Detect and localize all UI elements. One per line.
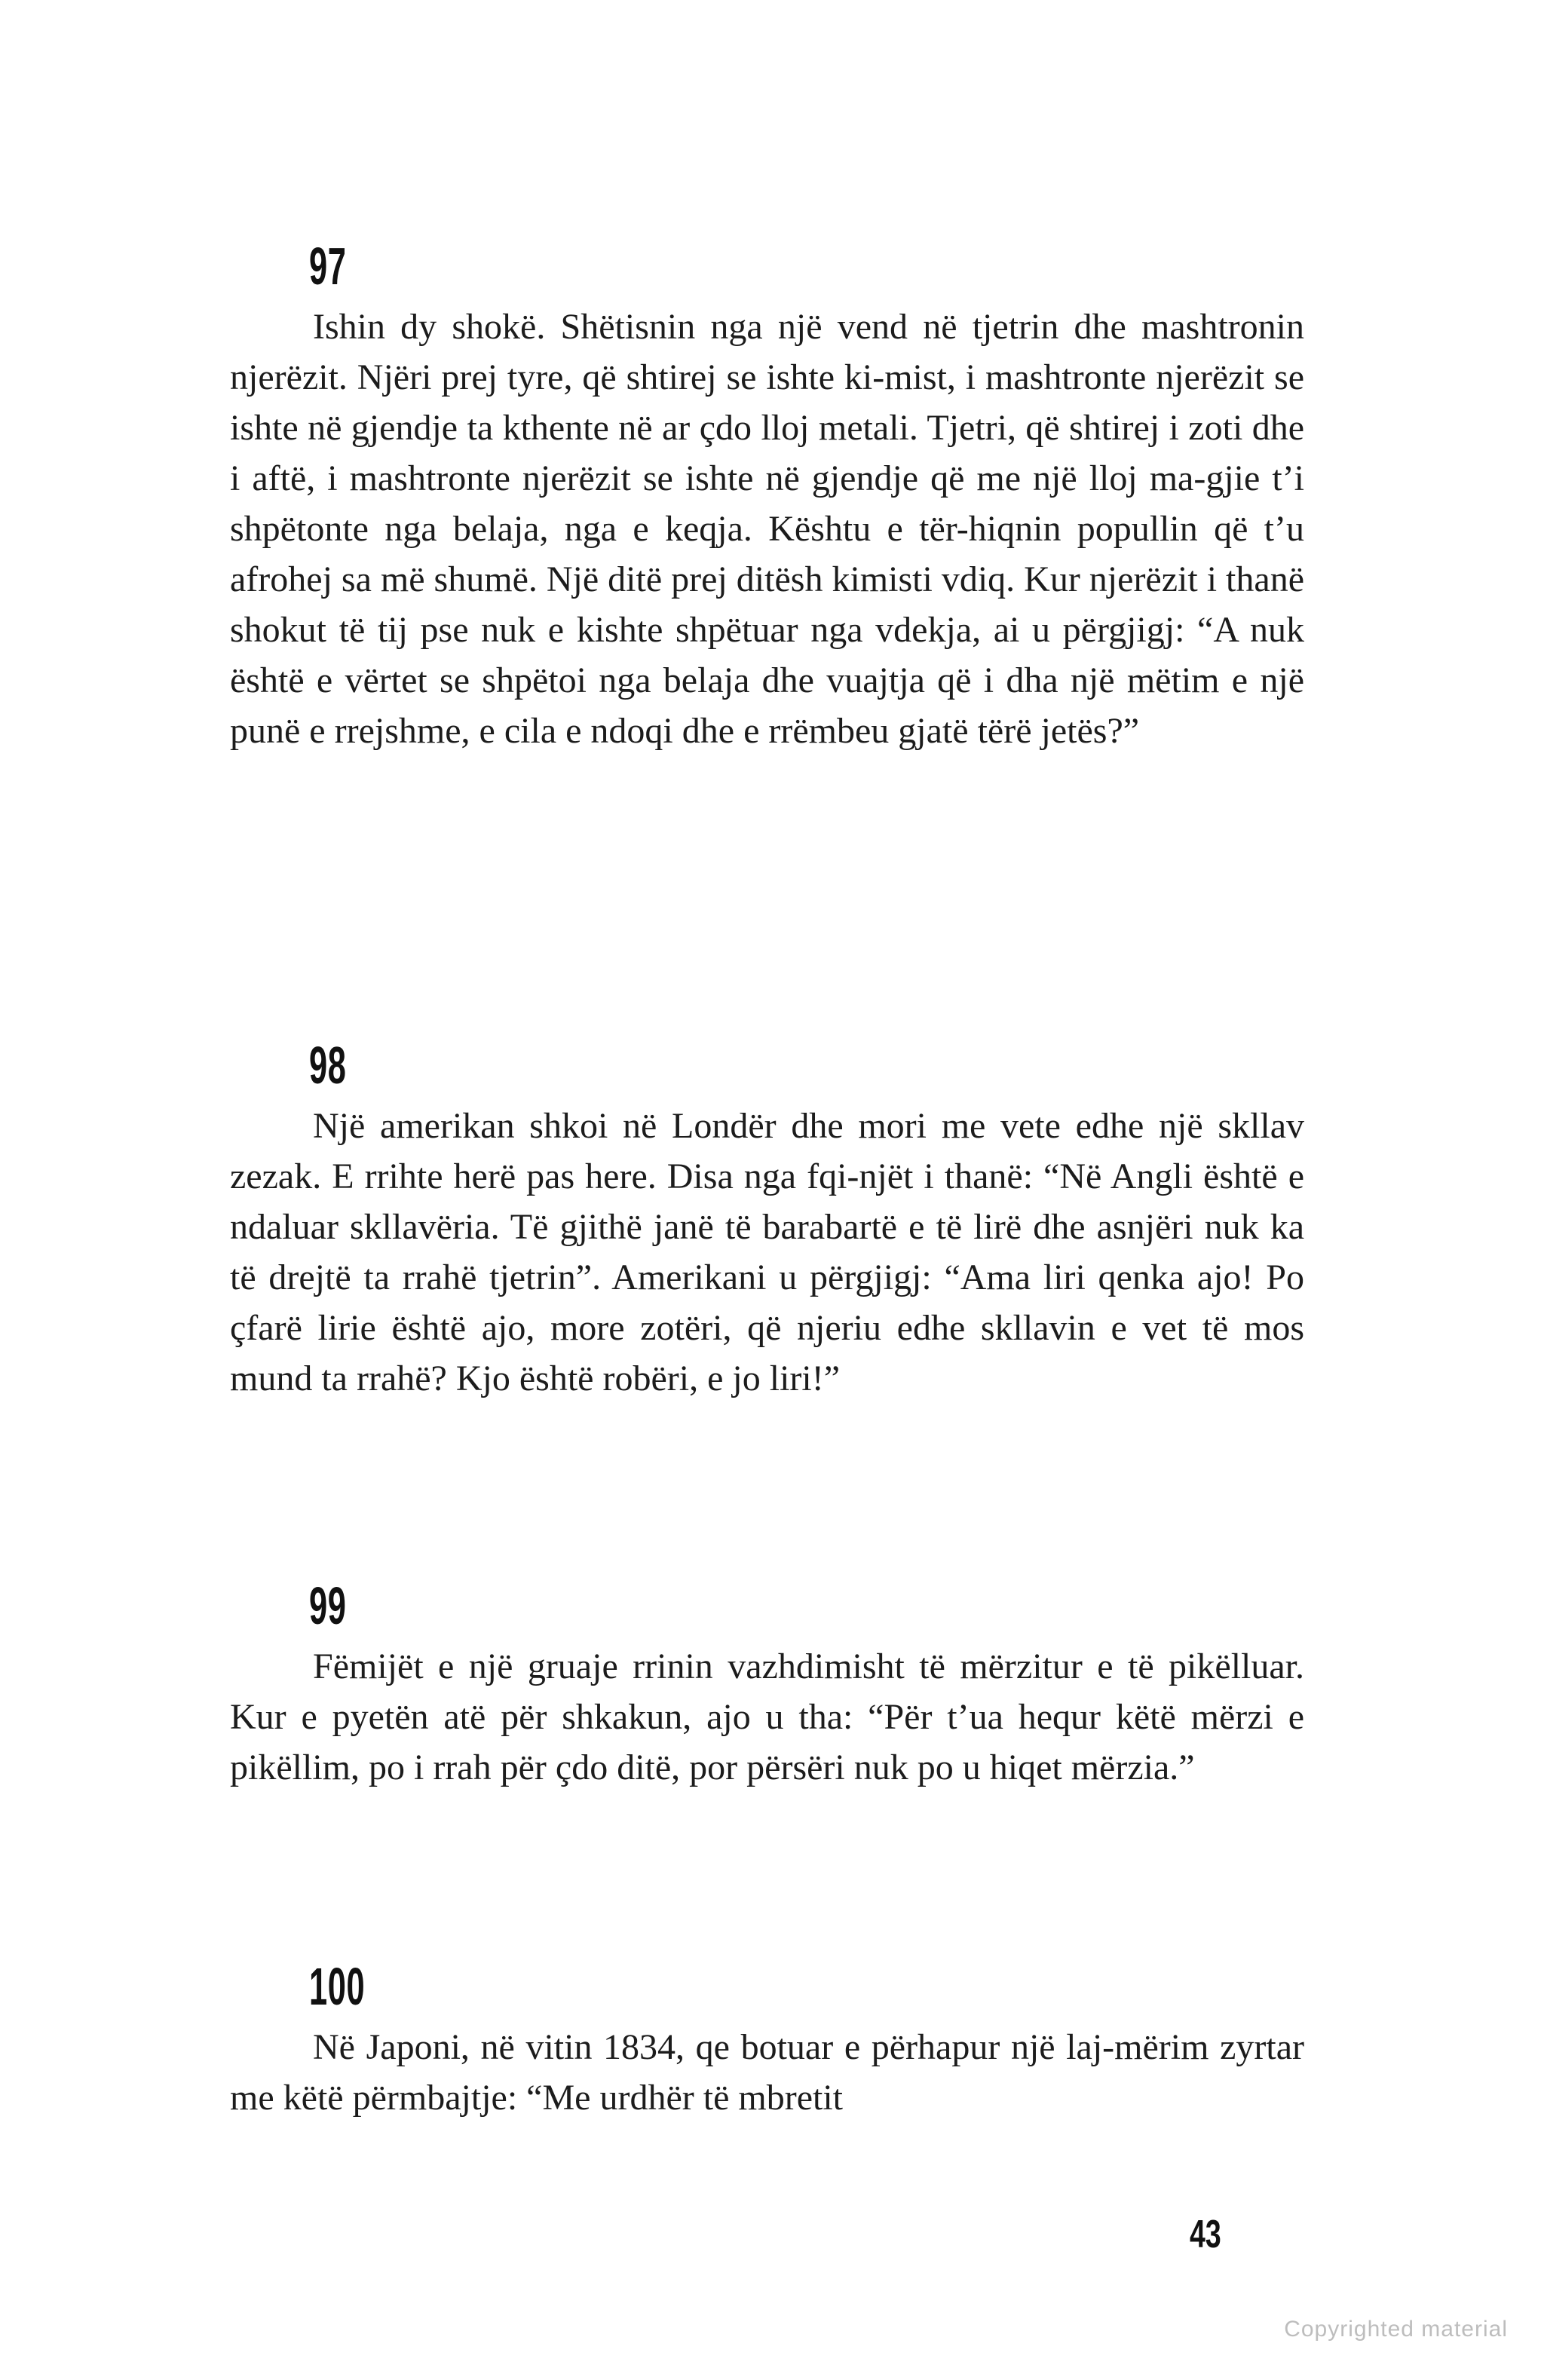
copyright-watermark: Copyrighted material [1284,2317,1508,2342]
story-paragraph: Një amerikan shkoi në Londër dhe mori me vete edhe një skllav zezak. E rrihte herë pas here. Disa nga fqi-njët i thanë: “Në Angli është e ndaluar skllavëria. Të gjithë janë të barabartë e të lirë dhe asnjëri nuk ka të drejtë ta rrahë tjetrin”. Amerikani u përgjigj: “Ama liri qenka ajo! Po çfarë lirie është ajo, more zotëri, që njeriu edhe skllavin e vet të mos mund ta rrahë? Kjo është robëri, e jo liri!” [230,1106,1304,1398]
story-number: 98 [309,1036,347,1095]
story-number: 97 [309,237,347,296]
story-paragraph: Fëmijët e një gruaje rrinin vazhdimisht të mërzitur e të pikëlluar. Kur e pyetën atë për shkakun, ajo u tha: “Për t’ua hequr këtë mërzi e pikëllim, po i rrah për çdo ditë, por përsëri nuk po u hiqet mërzia.” [230,1646,1304,1787]
story-paragraph: Ishin dy shokë. Shëtisnin nga një vend në tjetrin dhe mashtronin njerëzit. Njëri prej tyre, që shtirej se ishte ki-mist, i mashtronte njerëzit se ishte në gjendje ta kthente në ar çdo lloj metali. Tjetri, që shtirej i zoti dhe i aftë, i mashtronte njerëzit se ishte në gjendje që me një lloj ma-gjie t’i shpëtonte nga belaja, nga e keqja. Kështu e tër-hiqnin popullin që t’u afrohej sa më shumë. Një ditë prej ditësh kimisti vdiq. Kur njerëzit i thanë shokut të tij pse nuk e kishte shpëtuar nga vdekja, ai u përgjigj: “A nuk është e vërtet se shpëtoi nga belaja dhe vuajtja që i dha një mëtim e një punë e rrejshme, e cila e ndoqi dhe e rrëmbeu gjatë tërë jetës?” [230,307,1304,751]
story-number: 100 [309,1957,366,2016]
story-paragraph: Në Japoni, në vitin 1834, qe botuar e përhapur një laj-mërim zyrtar me këtë përmbajtje: “Me urdhër të mbretit [230,2027,1304,2118]
page-number: 43 [1190,2213,1221,2256]
story-number: 99 [309,1576,347,1635]
